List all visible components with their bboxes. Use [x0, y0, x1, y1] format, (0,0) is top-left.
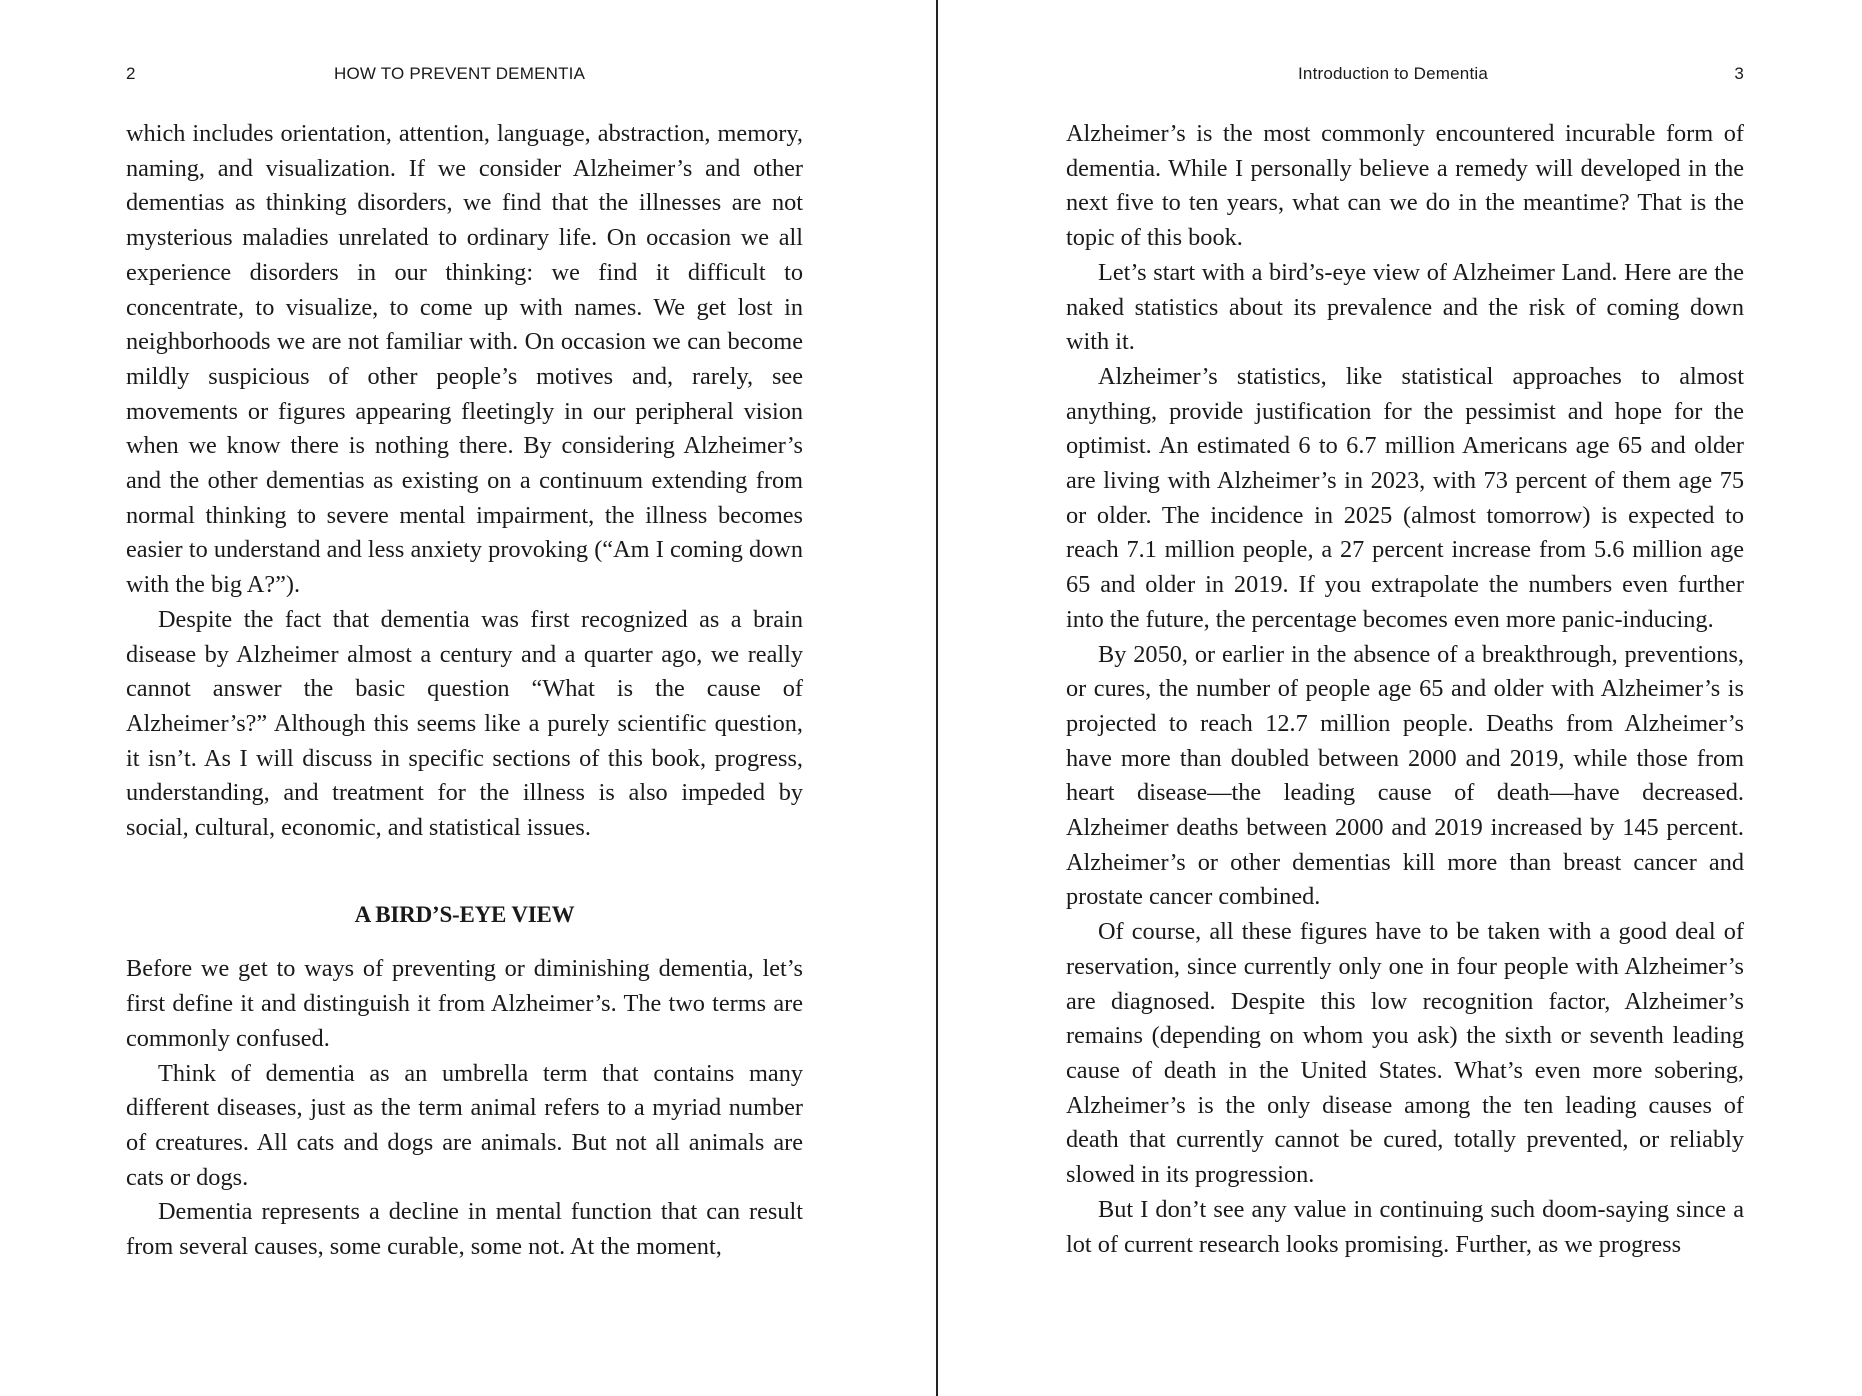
paragraph: Think of dementia as an umbrella term that contains many different diseases, just as the term animal refers to a myriad number of creatures. All cats and dogs are animals. But not all animals are cats or dogs. — [126, 1059, 803, 1191]
paragraph: Despite the fact that dementia was first recognized as a brain disease by Alzheimer almost a century and a quarter ago, we really cannot answer the basic question “What is the cause of Alzheimer’s?” Although this seems like a purely scientific question, it isn’t. As I will discuss in specific sections of this book, progress, understanding, and treatment for the illness is also impeded by social, cultural, economic, and statistical issues. — [126, 605, 803, 842]
section-heading: A BIRD’S-EYE VIEW — [354, 901, 575, 927]
right-running-head — [1066, 64, 1744, 90]
page-number: 2 — [126, 64, 136, 83]
paragraph: Alzheimer’s statistics, like statistical approaches to almost anything, provide justification for the pessimist and hope for the optimist. An estimated 6 to 6.7 million Americans age 65 and older are living with Alzheimer’s in 2023, with 73 percent of them age 75 or older. The incidence in 2025 (almost tomorrow) is expected to reach 7.1 million people, a 27 percent increase from 5.6 million age 65 and older in 2019. If you extrapolate the numbers even further into the future, the percentage becomes even more panic-inducing. — [1066, 362, 1744, 633]
paragraph: Let’s start with a bird’s-eye view of Alzheimer Land. Here are the naked statistics about its prevalence and the risk of coming down with it. — [1066, 258, 1744, 356]
paragraph: Alzheimer’s is the most commonly encountered incurable form of dementia. While I personally believe a remedy will developed in the next five to ten years, what can we do in the meantime? That is the topic of this book. — [1066, 120, 1744, 252]
paragraph: Before we get to ways of preventing or diminishing dementia, let’s first define it and distinguish it from Alzheimer’s. The two terms are commonly confused. — [126, 955, 803, 1052]
right-page — [1066, 0, 1744, 1396]
left-page — [126, 0, 803, 1396]
paragraph: Of course, all these figures have to be taken with a good deal of reservation, since currently only one in four people with Alzheimer’s are diagnosed. Despite this low recognition factor, Alzheimer’s remains (depending on whom you ask) the sixth or seventh leading cause of death in the United States. What’s even more sobering, Alzheimer’s is the only disease among the ten leading causes of death that currently cannot be cured, totally prevented, or reliably slowed in its progression. — [1066, 918, 1744, 1189]
right-page-body — [1066, 117, 1744, 1262]
left-page-body — [126, 117, 803, 1265]
paragraph: Dementia represents a decline in mental function that can result from several causes, some curable, some not. At the moment, — [126, 1198, 803, 1261]
paragraph: which includes orientation, attention, language, abstraction, memory, naming, and visualization. If we consider Alzheimer’s and other dementias as thinking disorders, we find that the illnesses are not mysterious maladies unrelated to ordinary life. On occasion we all experience disorders in our thinking: we find it difficult to concentrate, to visualize, to come up with names. We get lost in neighborhoods we are not familiar with. On occasion we can become mildly suspicious of other people’s motives and, rarely, see movements or figures appearing fleetingly in our peripheral vision when we know there is nothing there. By considering Alzheimer’s and the other dementias as existing on a continuum extending from normal thinking to severe mental impairment, the illness becomes easier to understand and less anxiety provoking (“Am I coming down with the big A?”). — [126, 120, 803, 599]
gutter-divider — [936, 0, 938, 1396]
running-head-title: HOW TO PREVENT DEMENTIA — [334, 64, 586, 83]
page-number: 3 — [1734, 64, 1744, 83]
paragraph: By 2050, or earlier in the absence of a breakthrough, preventions, or cures, the number of people age 65 and older with Alzheimer’s is projected to reach 12.7 million people. Deaths from Alzheimer’s have more than doubled between 2000 and 2019, while those from heart disease—the leading cause of death—have decreased. Alzheimer deaths between 2000 and 2019 increased by 145 percent. Alzheimer’s or other dementias kill more than breast cancer and prostate cancer combined. — [1066, 640, 1744, 911]
left-running-head — [126, 64, 803, 90]
paragraph: But I don’t see any value in continuing such doom-saying since a lot of current research looks promising. Further, as we progress — [1066, 1195, 1744, 1258]
running-head-title: Introduction to Dementia — [1298, 64, 1489, 83]
